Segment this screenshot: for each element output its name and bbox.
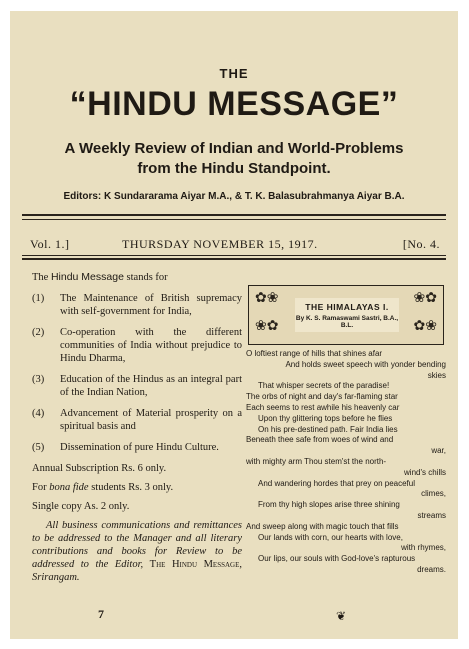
volume-label: Vol. 1.]: [30, 237, 70, 251]
divider-rule: [22, 214, 446, 216]
editors-line: Editors: K Sundararama Aiyar M.A., & T. K. Balasubrahmanya Aiyar B.A.: [63, 191, 405, 202]
business-notice: [32, 519, 242, 584]
masthead-the: THE: [219, 66, 249, 81]
students-pre: For: [32, 482, 47, 493]
students-post: students Rs. 3 only.: [91, 482, 174, 493]
notice-place: Srirangam.: [32, 572, 80, 583]
poem-line: climes,: [421, 489, 446, 499]
masthead-title: “HINDU MESSAGE”: [69, 85, 399, 123]
fleuron-icon: ❦: [336, 609, 347, 623]
poem-line: From thy high slopes arise three shining: [258, 500, 400, 510]
intro-name: Hindu Message: [50, 271, 124, 283]
item-number: (5): [32, 442, 45, 453]
item-text: The Maintenance of British supremacy with self-government for India,: [60, 293, 242, 317]
poem-line: Each seems to rest awhile his heavenly car: [246, 402, 400, 412]
item-text: Co-operation with the different communities of India without prejudice to Hindu Dharma,: [60, 327, 242, 364]
poem-line: wind's chills: [404, 467, 446, 477]
single-copy-line: Single copy As. 2 only.: [32, 501, 130, 512]
item-text: Education of the Hindus as an integral part of the Indian Nation,: [60, 374, 242, 398]
poem-line: skies: [427, 370, 446, 380]
poem-line: On his pre-destined path. Fair India lies: [258, 424, 398, 434]
poem-author: By K. S. Ramaswami Sastri, B.A., B.L.: [295, 315, 399, 329]
poem-line: Upon thy glittering tops before he flies: [258, 413, 393, 423]
poem-line: Beneath thee safe from woes of wind and: [246, 435, 394, 445]
poem-line: The orbs of night and day's far-flaming star: [246, 392, 398, 402]
item-number: (1): [32, 293, 45, 304]
floral-ornament-icon: ❀✿: [255, 319, 279, 334]
poem-body: [246, 349, 446, 576]
floral-ornament-icon: ✿❀: [255, 291, 279, 306]
notice-text: All business communications and remittances to be addressed to the Manager and all literary contributions and books for Review to be addressed to the Editor,: [32, 520, 242, 570]
issue-date: THURSDAY NOVEMBER 15, 1917.: [122, 237, 318, 251]
subtitle-line-1: A Weekly Review of Indian and World-Problems: [64, 140, 404, 157]
poem-line: Our lands with corn, our hearts with love,: [258, 532, 403, 542]
poem-line: Our lips, our souls with God-love's rapturous: [258, 554, 416, 564]
divider-rule: [22, 219, 446, 220]
poem-line: And holds sweet speech with yonder bending: [285, 359, 446, 369]
floral-ornament-icon: ✿❀: [413, 319, 437, 334]
poem-line: streams: [417, 510, 446, 520]
poem-line: And wandering hordes that prey on peaceful: [258, 478, 415, 488]
page-number: 7: [98, 607, 104, 621]
poem-line: with rhymes,: [401, 543, 446, 553]
poem-line: O loftiest range of hills that shines afar: [246, 349, 383, 358]
item-number: (4): [32, 408, 45, 419]
list-item: [32, 441, 242, 454]
newspaper-page: [10, 11, 458, 639]
item-number: (2): [32, 327, 45, 338]
subtitle-line-2: from the Hindu Standpoint.: [137, 160, 331, 177]
list-item: [32, 326, 242, 365]
poem-title-band: [295, 298, 399, 332]
subscription-line: Annual Subscription Rs. 6 only.: [32, 463, 167, 474]
poem-line: That whisper secrets of the paradise!: [258, 381, 390, 391]
floral-ornament-icon: ❀✿: [413, 291, 437, 306]
list-item: [32, 292, 242, 318]
poem-title: THE HIMALAYAS I.: [305, 302, 389, 312]
poem-line: dreams.: [417, 564, 446, 574]
left-column: [32, 271, 242, 595]
issue-number: [No. 4.: [402, 237, 440, 251]
poem-line: And sweep along with magic touch that fills: [246, 521, 399, 531]
divider-rule: [22, 258, 446, 260]
notice-name: The Hindu Message,: [149, 559, 242, 570]
divider-rule: [22, 255, 446, 256]
students-line: [32, 481, 242, 494]
masthead-subtitle: [10, 139, 458, 179]
dateline: [30, 237, 440, 253]
intro-line: [32, 271, 242, 284]
list-item: [32, 373, 242, 399]
poem-line: war,: [431, 446, 446, 456]
poem-header-frame: [248, 285, 444, 345]
item-text: Dissemination of pure Hindu Culture.: [60, 442, 219, 453]
students-italic: bona fide: [49, 482, 89, 493]
list-item: [32, 407, 242, 433]
item-text: Advancement of Material prosperity on a spiritual basis and: [60, 408, 242, 432]
item-number: (3): [32, 374, 45, 385]
intro-post: stands for: [126, 272, 168, 283]
intro-pre: The: [32, 272, 49, 283]
poem-line: with mighty arm Thou stem'st the north-: [246, 456, 387, 466]
